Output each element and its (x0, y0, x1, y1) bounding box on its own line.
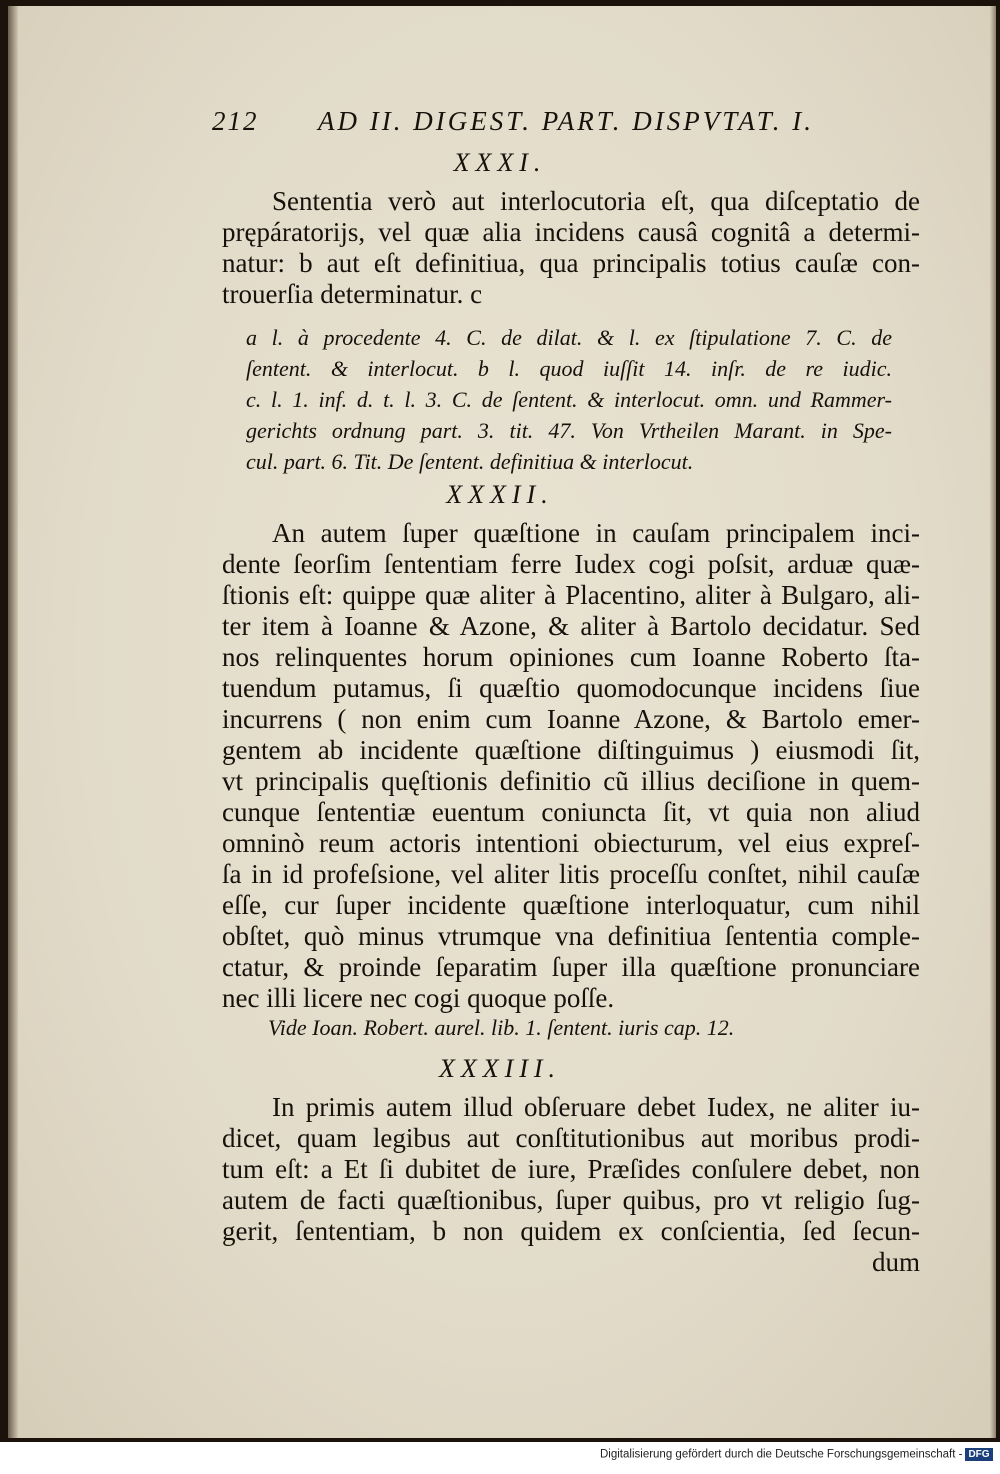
text-line: autem de facti quæſtionibus, ſuper quibus, pro vt religio ſug- (222, 1185, 920, 1215)
section-body (222, 518, 920, 1014)
text-line: gentem ab incidente quæſtione diſtinguimus ) eiusmodi ſit, (222, 735, 920, 765)
section-numeral: XXXI. (453, 148, 547, 177)
text-line: In primis autem illud obſeruare debet Iudex, ne aliter iu- (272, 1092, 920, 1122)
text-line: ſa in id profeſsione, vel aliter litis proceſſu conſtet, nihil cauſæ (222, 859, 920, 889)
dfg-logo: DFG (965, 1448, 992, 1461)
footer-text: Digitalisierung gefördert durch die Deutsche Forschungsgemeinschaft - (600, 1448, 963, 1461)
section-body (222, 186, 920, 310)
running-header (212, 106, 912, 142)
footnote-block (268, 1012, 914, 1043)
text-line: dente ſeorſim ſententiam ferre Iudex cogi poſsit, arduæ quæ- (222, 549, 920, 579)
text-line: nec illi licere nec cogi quoque poſſe. (222, 983, 615, 1013)
text-line: eſſe, cur ſuper incidente quæſtione interloquatur, cum nihil (222, 890, 920, 920)
text-line: nos relinquentes horum opiniones cum Ioanne Roberto ſta- (222, 642, 920, 672)
text-line: vt principalis quęſtionis definitio cũ illius deciſione in quem- (222, 766, 920, 796)
catchword: dum (871, 1247, 920, 1277)
text-line: prępáratorijs, vel quæ alia incidens causâ cognitâ a determi- (222, 217, 920, 247)
note-line: cul. part. 6. Tit. De ſentent. definitiua & interlocut. (246, 449, 694, 474)
text-line: ter item à Ioanne & Azone, & aliter à Bartolo decidatur. Sed (222, 611, 920, 641)
note-line: Vide Ioan. Robert. aurel. lib. 1. ſentent. iuris cap. 12. (268, 1015, 735, 1040)
text-line: obſtet, quò minus vtrumque vna definitiua ſententia comple- (222, 921, 920, 951)
text-line: ſtionis eſt: quippe quæ aliter à Placentino, aliter à Bulgaro, ali- (222, 580, 920, 610)
text-line: cunque ſententiæ euentum coniuncta ſit, vt quia non aliud (222, 797, 920, 827)
note-line: ſentent. & interlocut. b l. quod iuſſit 14. inſr. de re iudic. (246, 356, 892, 381)
page-number: 212 (212, 106, 259, 136)
section-body (222, 1092, 920, 1278)
note-line: gerichts ordnung part. 3. tit. 47. Von Vrtheilen Marant. in Spe- (246, 418, 892, 443)
text-line: tuendum putamus, ſi quæſtio quomodocunque incidens ſiue (222, 673, 920, 703)
text-line: natur: b aut eſt definitiua, qua principalis totius cauſæ con- (222, 248, 920, 278)
text-line: An autem ſuper quæſtione in cauſam principalem inci- (272, 518, 920, 548)
text-line: gerit, ſententiam, b non quidem ex conſcientia, ſed ſecun- (222, 1216, 920, 1246)
section-numeral: XXXII. (446, 480, 554, 509)
text-line: trouerſia determinatur. c (222, 279, 483, 309)
text-line: dicet, quam legibus aut conſtitutionibus aut moribus prodi- (222, 1123, 920, 1153)
text-line: ctatur, & proinde ſeparatim ſuper illa quæſtione pronunciare (222, 952, 920, 982)
text-line: tum eſt: a Et ſi dubitet de iure, Præſides conſulere debet, non (222, 1154, 920, 1184)
running-title: AD II. DIGEST. PART. DISPVTAT. I. (318, 106, 814, 136)
digitization-footer (600, 1448, 992, 1468)
text-line: omninò reum actoris intentioni obiecturum, vel eius expreſ- (222, 828, 920, 858)
page-edge (990, 6, 996, 1438)
text-line: Sententia verò aut interlocutoria eſt, qua diſceptatio de (272, 186, 920, 216)
footnote-block (246, 322, 892, 477)
text-line: incurrens ( non enim cum Ioanne Azone, & Bartolo emer- (222, 704, 920, 734)
binding-gutter (8, 6, 18, 1438)
section-numeral: XXXIII. (438, 1054, 562, 1083)
note-line: c. l. 1. inf. d. t. l. 3. C. de ſentent. & interlocut. omn. und Rammer- (246, 387, 892, 412)
note-line: a l. à procedente 4. C. de dilat. & l. ex ſtipulatione 7. C. de (246, 325, 892, 350)
